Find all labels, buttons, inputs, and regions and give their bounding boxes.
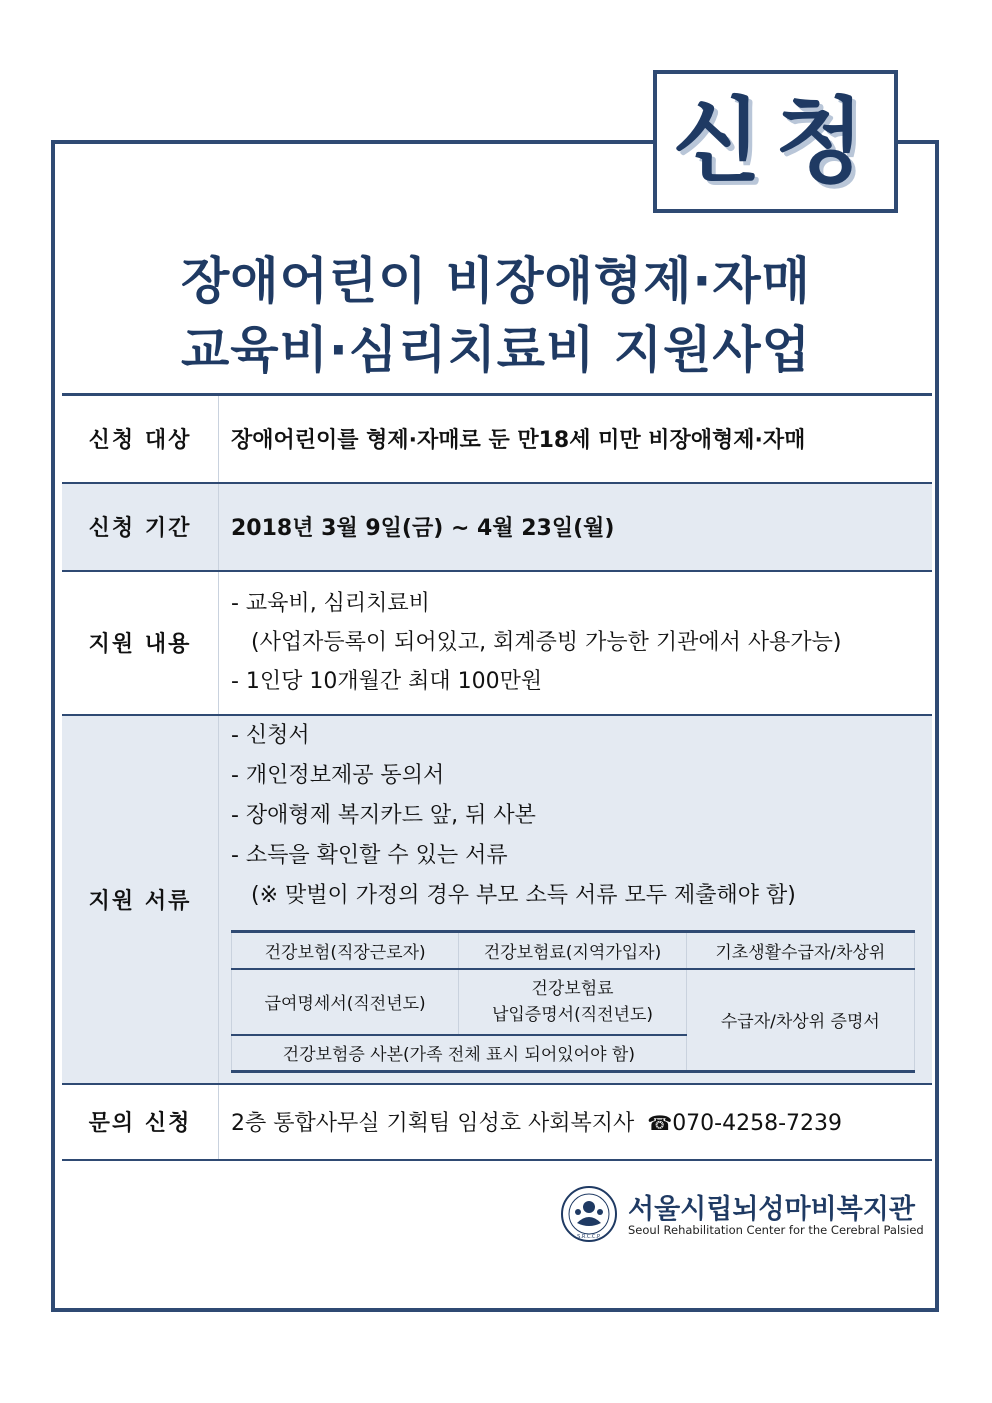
label-period: 신청 기간: [62, 483, 219, 571]
contact-person: 2층 통합사무실 기획팀 임성호 사회복지사: [231, 1111, 635, 1136]
emblem-ring-text: S.R.C.C.P.: [577, 1234, 601, 1240]
sub-header-row: [232, 931, 915, 969]
apply-badge: [653, 70, 898, 213]
emblem-icon: [560, 1185, 618, 1243]
doc-line: - 신청서: [231, 722, 310, 748]
doc-line: - 소득을 확인할 수 있는 서류: [231, 842, 508, 868]
label-target: 신청 대상: [62, 395, 219, 483]
sub-cell-payslip: 급여명세서(직전년도): [232, 969, 459, 1035]
label-content: 지원 내용: [62, 571, 219, 715]
content-line: (사업자등록이 되어있고, 회계증빙 가능한 기관에서 사용가능): [251, 630, 842, 655]
sub-cell-recipient: 수급자/차상위 증명서: [686, 969, 914, 1072]
label-contact: 문의 신청: [62, 1084, 219, 1160]
value-content: [219, 571, 933, 715]
income-docs-table: [231, 930, 915, 1073]
sub-header-2: 건강보험료(지역가입자): [459, 931, 686, 969]
value-period: 2018년 3월 9일(금) ~ 4월 23일(월): [219, 483, 933, 571]
sub-header-1: 건강보험(직장근로자): [232, 931, 459, 969]
sub-cell-line: 납입증명서(직전년도): [491, 1004, 654, 1025]
row-content: [62, 571, 932, 715]
center-english-name: Seoul Rehabilitation Center for the Cerebral Palsied: [628, 1223, 924, 1237]
sub-cell-insurance-proof: [459, 969, 686, 1035]
center-logo: [560, 1185, 932, 1245]
row-contact: [62, 1084, 932, 1160]
label-docs: 지원 서류: [62, 715, 219, 1084]
badge-text: 신청: [672, 87, 879, 195]
sub-cell-insurance-card: 건강보험증 사본(가족 전체 표시 되어있어야 함): [232, 1035, 687, 1072]
info-table: [62, 393, 932, 1161]
row-docs: [62, 715, 932, 1084]
value-target: 장애어린이를 형제·자매로 둔 만18세 미만 비장애형제·자매: [231, 428, 806, 454]
phone-icon: ☎: [647, 1111, 673, 1135]
contact-phone: 070-4258-7239: [672, 1111, 843, 1136]
content-line: - 1인당 10개월간 최대 100만원: [231, 669, 543, 694]
title-line-1: 장애어린이 비장애형제·자매: [180, 252, 811, 310]
content-line: - 교육비, 심리치료비: [231, 591, 430, 616]
value-contact: [219, 1084, 933, 1160]
doc-line: - 장애형제 복지카드 앞, 뒤 사본: [231, 802, 536, 828]
sub-header-3: 기초생활수급자/차상위: [686, 931, 914, 969]
row-period: [62, 483, 932, 571]
value-docs: [219, 715, 933, 1084]
sub-row-1: [232, 969, 915, 1035]
doc-note: (※ 맞벌이 가정의 경우 부모 소득 서류 모두 제출해야 함): [251, 882, 796, 908]
row-target: [62, 395, 932, 483]
center-name: 서울시립뇌성마비복지관: [628, 1194, 915, 1225]
sub-cell-line: 건강보험료: [531, 978, 614, 999]
title-line-2: 교육비·심리치료비 지원사업: [180, 321, 811, 379]
doc-line: - 개인정보제공 동의서: [231, 762, 445, 788]
